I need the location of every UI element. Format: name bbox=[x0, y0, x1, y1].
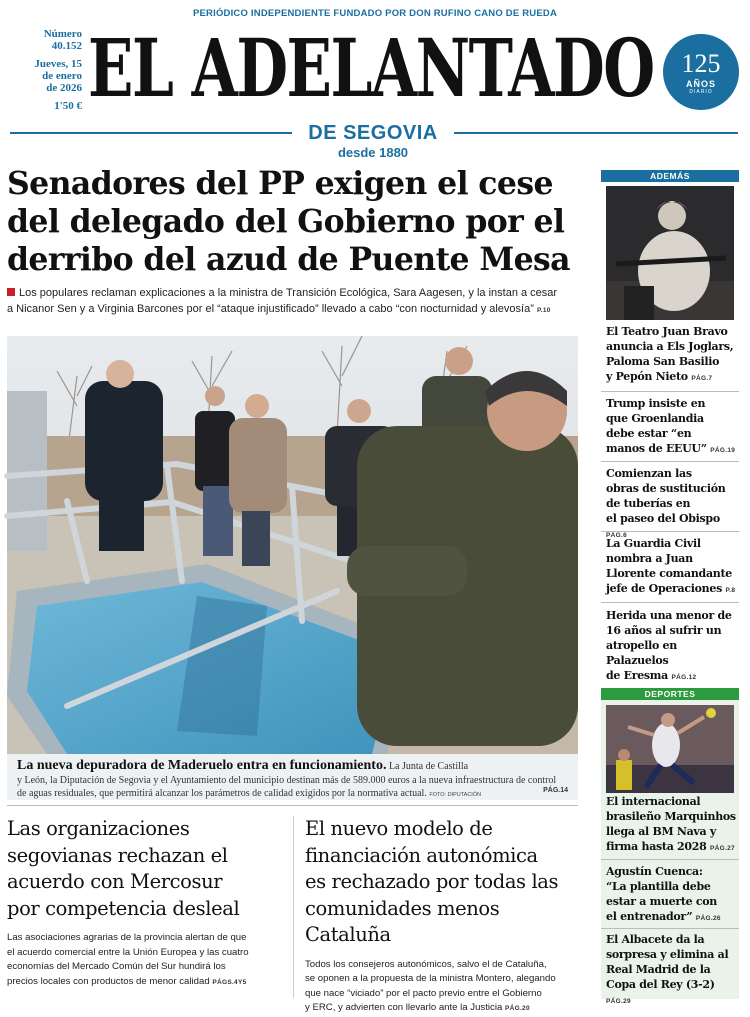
story-headline-line: acuerdo con Mercosur bbox=[7, 870, 223, 893]
story-financiacion[interactable] bbox=[305, 816, 585, 1017]
story-body-line: que nace “viciado” por el pacto previo entre el Gobierno bbox=[305, 987, 542, 999]
sports-item-line: Copa del Rey (3-2) bbox=[606, 978, 715, 991]
issue-label: Número bbox=[43, 28, 82, 40]
price: 1'50 € bbox=[54, 100, 82, 112]
story-headline-line: Las organizaciones bbox=[7, 817, 190, 840]
sports-item-cuenca[interactable] bbox=[601, 864, 739, 926]
sports-header: DEPORTES bbox=[601, 688, 739, 700]
story-headline-line: segovianas rechazan el bbox=[7, 843, 228, 867]
page-reference: PÁG.26 bbox=[695, 915, 721, 922]
story-headline bbox=[7, 816, 287, 922]
sidebar-item-line: de Eresma bbox=[606, 669, 668, 682]
page-reference: PÁG.14 bbox=[543, 786, 568, 794]
sidebar-item-line: obras de sustitución bbox=[606, 482, 726, 495]
issue-info bbox=[10, 28, 82, 112]
story-headline-line: El nuevo modelo de bbox=[305, 817, 493, 840]
page-reference: P.8 bbox=[725, 587, 736, 594]
page-reference: PÁG.20 bbox=[504, 1005, 530, 1012]
masthead-since: desde 1880 bbox=[337, 145, 409, 160]
sports-item-line: Real Madrid de la bbox=[606, 963, 711, 976]
caption-text: La Junta de Castilla bbox=[388, 761, 469, 772]
page-reference: PÁG.27 bbox=[710, 845, 735, 852]
story-body-line: se oponen a la propuesta de la ministra Montero, alegando bbox=[305, 973, 556, 984]
sidebar-header: ADEMÁS bbox=[601, 170, 739, 182]
masthead-subtitle: DE SEGOVIA bbox=[308, 122, 438, 144]
issue-block bbox=[10, 28, 82, 52]
newspaper-logo[interactable]: EL ADELANTADO bbox=[88, 21, 654, 115]
sports-item-albacete[interactable] bbox=[601, 932, 739, 1009]
sidebar-item-line: jefe de Operaciones bbox=[606, 582, 722, 595]
story-body-line: precios locales con productos de menor calidad bbox=[7, 975, 210, 987]
sidebar-divider bbox=[601, 531, 739, 532]
story-headline-line: es rechazado por todas las bbox=[305, 870, 559, 893]
sports-item-line: “La plantilla debe bbox=[606, 880, 711, 893]
lead-line: Los populares reclaman explicaciones a la ministra de Transición Ecológica, Sara Aagesen, y la instan a cesar bbox=[19, 287, 558, 299]
sidebar-photo-theater[interactable] bbox=[606, 186, 734, 320]
sports-divider bbox=[601, 928, 739, 929]
main-lead bbox=[7, 286, 592, 318]
main-headline-line: Senadores del PP exigen el cese bbox=[7, 165, 553, 202]
main-headline[interactable] bbox=[7, 165, 592, 279]
story-headline-line: comunidades menos Cataluña bbox=[305, 896, 500, 946]
sidebar-divider bbox=[601, 602, 739, 603]
anniversary-sub: DIARIO bbox=[689, 89, 713, 95]
sidebar-item-line: atropello en Palazuelos bbox=[606, 639, 677, 667]
caption-text: y León, la Diputación de Segovia y el Ayuntamiento del municipio destinan más de 589.000 euros a la nueva infraestructura de control bbox=[17, 774, 557, 786]
sidebar-item-line: La Guardia Civil bbox=[606, 537, 701, 550]
sidebar-item-line: El Teatro Juan Bravo bbox=[606, 325, 728, 338]
anniversary-number: 125 bbox=[681, 49, 721, 78]
sidebar-item-trump[interactable] bbox=[601, 396, 739, 458]
page-reference: P.10 bbox=[536, 306, 551, 314]
date-line-1: Jueves, 15 bbox=[34, 58, 82, 70]
sidebar-item-line: manos de EEUU” bbox=[606, 442, 707, 455]
sidebar-divider bbox=[601, 391, 739, 392]
anniversary-badge bbox=[663, 34, 739, 110]
sports-item-line: sorpresa y elimina al bbox=[606, 948, 729, 961]
red-bullet-icon bbox=[7, 288, 15, 296]
sidebar-item-line: anuncia a Els Joglars, bbox=[606, 340, 734, 353]
story-body-line: y ERC, y advierten con llevarlo ante la Justicia bbox=[305, 1002, 503, 1013]
sports-item-line: firma hasta 2028 bbox=[606, 840, 707, 853]
masthead-rule-left bbox=[10, 132, 292, 134]
masthead-rule-right bbox=[454, 132, 738, 134]
sports-item-line: llega al BM Nava y bbox=[606, 825, 716, 838]
sports-divider bbox=[601, 859, 739, 860]
sidebar-item-line: de tuberías en bbox=[606, 497, 691, 510]
sidebar-item-atropello[interactable] bbox=[601, 608, 739, 685]
lead-line: a Nicanor Sen y a Virginia Barcones por el “ataque injustificado” llevado a cabo “con nocturnidad y alevosía” bbox=[7, 302, 534, 315]
sports-item-marquinhos[interactable] bbox=[601, 794, 739, 856]
section-divider bbox=[7, 805, 578, 806]
sports-photo-handball[interactable] bbox=[606, 705, 734, 793]
anniversary-label: AÑOS bbox=[685, 79, 716, 89]
sidebar-item-line: Comienzan las bbox=[606, 467, 692, 480]
column-separator bbox=[293, 816, 294, 998]
story-headline-line: financiación autonómica bbox=[305, 843, 538, 867]
date-line-2: de enero bbox=[42, 70, 82, 82]
photo-caption bbox=[7, 754, 578, 800]
sidebar-item-line: Herida una menor de bbox=[606, 609, 732, 622]
sidebar-item-teatro[interactable] bbox=[601, 324, 739, 386]
sidebar-item-line: Trump insiste en bbox=[606, 397, 706, 410]
main-photo[interactable] bbox=[7, 336, 578, 754]
page-reference: PÁG.19 bbox=[710, 447, 736, 454]
story-body-line: el acuerdo comercial entre la Unión Europea y las cuatro bbox=[7, 946, 249, 958]
sidebar-item-line: Llorente comandante bbox=[606, 567, 732, 580]
sidebar-item-line: que Groenlandia bbox=[606, 412, 704, 425]
issue-number: 40.152 bbox=[51, 40, 82, 52]
main-headline-line: del delegado del Gobierno por el bbox=[7, 203, 565, 240]
main-headline-line: derribo del azud de Puente Mesa bbox=[7, 241, 570, 278]
story-body bbox=[305, 958, 585, 1017]
page-reference: PÁG.29 bbox=[606, 998, 631, 1005]
sidebar-item-guardia-civil[interactable] bbox=[601, 536, 739, 598]
story-body-line: economías del Mercado Común del Sur hundirá los bbox=[7, 961, 226, 972]
story-body bbox=[7, 931, 287, 990]
story-mercosur[interactable] bbox=[7, 816, 287, 990]
story-headline-line: por competencia desleal bbox=[7, 896, 240, 920]
sidebar-item-line: el paseo del Obispo bbox=[606, 512, 720, 525]
sidebar-item-line: y Pepón Nieto bbox=[606, 370, 688, 383]
sports-item-line: el entrenador” bbox=[606, 910, 693, 923]
handball-photo bbox=[606, 705, 734, 793]
page-reference: PÁGS.4Y5 bbox=[212, 978, 247, 986]
sidebar-item-line: Paloma San Basilio bbox=[606, 355, 720, 368]
page-reference: PÁG.6 bbox=[606, 532, 628, 539]
page-reference: PÁG.12 bbox=[671, 674, 697, 681]
sidebar-item-line: nombra a Juan bbox=[606, 552, 693, 565]
sidebar-item-line: 16 años al sufrir un bbox=[606, 624, 722, 637]
sports-item-line: estar a muerte con bbox=[606, 895, 717, 908]
sidebar-divider bbox=[601, 461, 739, 462]
caption-title: La nueva depuradora de Maderuelo entra en funcionamiento. bbox=[17, 758, 387, 773]
caption-text: de aguas residuales, que permitirá alcanzar los parámetros de calidad exigidos por la normativa actual. bbox=[17, 788, 427, 799]
sidebar-ademas bbox=[601, 170, 739, 182]
story-body-line: Las asociaciones agrarias de la provincia alertan de que bbox=[7, 932, 247, 943]
sports-item-line: El Albacete da la bbox=[606, 933, 705, 946]
date-line-3: de 2026 bbox=[46, 82, 82, 94]
masthead-tagline: PERIÓDICO INDEPENDIENTE FUNDADO POR DON RUFINO CANO DE RUEDA bbox=[192, 8, 558, 19]
sidebar-item-line: debe estar “en bbox=[606, 427, 692, 440]
sports-item-line: Agustín Cuenca: bbox=[606, 865, 703, 878]
story-headline bbox=[305, 816, 585, 949]
photo-credit: FOTO: DIPUTACIÓN bbox=[429, 792, 482, 798]
page-reference: PÁG.7 bbox=[691, 375, 713, 382]
story-body-line: Todos los consejeros autonómicos, salvo el de Cataluña, bbox=[305, 958, 547, 970]
wastewater-plant-photo bbox=[7, 336, 578, 754]
sports-item-line: brasileño Marquinhos bbox=[606, 810, 736, 823]
theater-photo bbox=[606, 186, 734, 320]
sports-item-line: El internacional bbox=[606, 795, 701, 808]
